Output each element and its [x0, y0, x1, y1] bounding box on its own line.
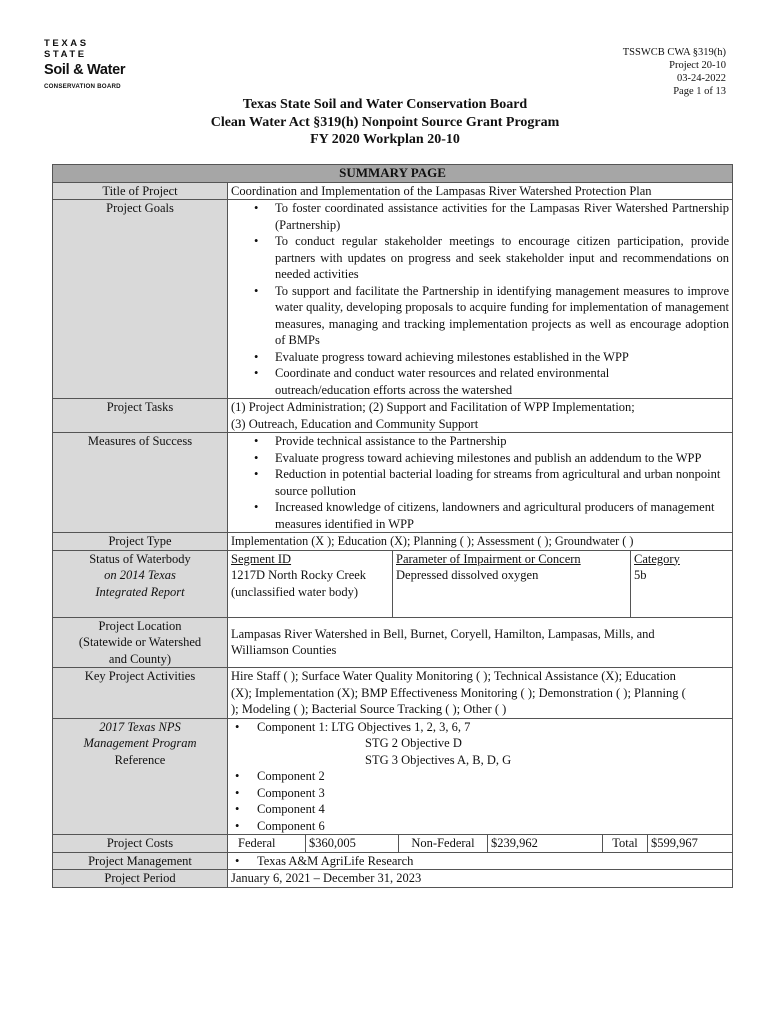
activities-value: Hire Staff ( ); Surface Water Quality Monitoring ( ); Technical Assistance (X); Education (X); Implementation (X); BMP Effectiveness Monitoring ( ); Demonstration ( ); Planning ( ); Modeling ( ); Bacterial Source Tracking ( ); Other ( ) [228, 668, 733, 719]
table-row [53, 668, 733, 719]
status-label-line: Status of Waterbody [89, 551, 191, 566]
status-label-line: on 2014 Texas [104, 568, 176, 582]
goals-label: Project Goals [53, 200, 228, 399]
table-row [53, 533, 733, 551]
total-label: Total [603, 835, 648, 852]
document-date: 03-24-2022 [677, 73, 726, 84]
table-row [53, 718, 733, 835]
logo-line-1: TEXAS STATE [44, 38, 89, 60]
goals-value [228, 200, 733, 399]
nps-label-line: Reference [114, 752, 166, 767]
list-item: • Evaluate progress toward achieving milestones and publish an addendum to the WPP [275, 450, 729, 467]
measures-value [228, 433, 733, 533]
list-item: • Evaluate progress toward achieving milestones established in the WPP [275, 349, 729, 366]
segment-value: 1217D North Rocky Creek (unclassified water body) [231, 568, 367, 599]
table-row [53, 550, 733, 617]
nps-label-line: 2017 Texas NPS [99, 719, 181, 734]
management-label: Project Management [53, 852, 228, 870]
logo-line-3: CONSERVATION BOARD [44, 83, 121, 90]
title-line-1: Texas State Soil and Water Conservation Board [242, 97, 528, 112]
tasks-value: (1) Project Administration; (2) Support and Facilitation of WPP Implementation; (3) Outreach, Education and Community Support [228, 399, 733, 433]
table-row [53, 835, 733, 853]
type-label: Project Type [53, 533, 228, 551]
document-reference [623, 46, 726, 98]
list-item: • To support and facilitate the Partnership in identifying management measures to improve water quality, developing proposals to acquire funding for implementation of management measures, managing and tracking implementation projects as well as encourage adoption of BMPs [275, 283, 729, 349]
list-item: • To foster coordinated assistance activities for the Lampasas River Watershed Partnership (Partnership) [275, 200, 729, 233]
list-item: • Reduction in potential bacterial loading for streams from agricultural and urban nonpoint source pollution [275, 466, 729, 499]
segment-header: Segment ID [231, 551, 292, 566]
nonfederal-amount: $239,962 [488, 835, 603, 852]
category-cell [631, 551, 733, 617]
tasks-label: Project Tasks [53, 399, 228, 433]
period-value: January 6, 2021 – December 31, 2023 [228, 870, 733, 888]
total-amount: $599,967 [648, 835, 733, 852]
waterbody-table [228, 551, 732, 617]
tsswcb-logo [44, 38, 136, 90]
reference-line: TSSWCB CWA §319(h) [622, 47, 726, 58]
list-item: • Increased knowledge of citizens, landowners and agricultural producers of management measures identified in WPP [275, 499, 729, 532]
goals-list [231, 200, 729, 398]
status-value [228, 550, 733, 617]
location-label: Project Location (Statewide or Watershed and County) [53, 617, 228, 668]
title-line-3: FY 2020 Workplan 20-10 [310, 132, 460, 147]
table-row [53, 870, 733, 888]
federal-amount: $360,005 [306, 835, 399, 852]
list-item: • Texas A&M AgriLife Research [257, 853, 729, 870]
parameter-value: Depressed dissolved oxygen [396, 568, 539, 582]
nps-value [228, 718, 733, 835]
status-label-line: Integrated Report [95, 584, 185, 599]
location-value: Lampasas River Watershed in Bell, Burnet, Coryell, Hamilton, Lampasas, Mills, and Williamson Counties [228, 617, 733, 668]
costs-value [228, 835, 733, 853]
list-item: • To conduct regular stakeholder meetings to encourage citizen participation, provide partners with updates on progress and seek stakeholder input and recommendations on needed activities [275, 233, 729, 283]
period-label: Project Period [53, 870, 228, 888]
list-item: • Component 3 [257, 785, 729, 802]
management-list [231, 853, 729, 870]
nonfederal-label: Non-Federal [399, 835, 488, 852]
title-line-2: Clean Water Act §319(h) Nonpoint Source Grant Program [210, 114, 560, 130]
list-item: • Component 6 [257, 818, 729, 835]
list-item [257, 719, 729, 769]
management-value [228, 852, 733, 870]
category-header: Category [634, 551, 680, 566]
nps-list [231, 719, 729, 835]
table-row [53, 182, 733, 200]
parameter-header: Parameter of Impairment or Concern [396, 551, 581, 566]
type-value: Implementation (X ); Education (X); Planning ( ); Assessment ( ); Groundwater ( ) [228, 533, 733, 551]
table-row [53, 852, 733, 870]
component-1: • Component 1: LTG Objectives 1, 2, 3, 6, 7 [257, 719, 471, 734]
costs-label: Project Costs [53, 835, 228, 853]
federal-label: Federal [238, 836, 276, 850]
measures-list [231, 433, 729, 532]
table-row [53, 433, 733, 533]
list-item: • Coordinate and conduct water resources and related environmental outreach/education efforts across the watershed [275, 365, 729, 398]
table-row [53, 399, 733, 433]
project-number: Project 20-10 [669, 60, 726, 71]
segment-cell [228, 551, 393, 617]
title-value: Coordination and Implementation of the Lampasas River Watershed Protection Plan [228, 182, 733, 200]
summary-table [52, 164, 733, 888]
summary-heading: SUMMARY PAGE [53, 165, 733, 183]
parameter-cell [393, 551, 631, 617]
page-number: Page 1 of 13 [673, 86, 726, 97]
table-row [53, 617, 733, 668]
category-value: 5b [634, 568, 647, 582]
logo-line-2: Soil & Water [44, 62, 126, 78]
measures-label: Measures of Success [53, 433, 228, 533]
table-row [53, 200, 733, 399]
title-label: Title of Project [53, 182, 228, 200]
document-title [0, 96, 770, 149]
nps-label-line: Management Program [83, 736, 197, 750]
activities-label: Key Project Activities [53, 668, 228, 719]
status-label [53, 550, 228, 617]
stg-3: STG 3 Objectives A, B, D, G [365, 752, 512, 767]
costs-table [228, 835, 732, 852]
list-item: • Component 4 [257, 801, 729, 818]
nps-label [53, 718, 228, 835]
stg-2: STG 2 Objective D [365, 736, 462, 750]
list-item: • Component 2 [257, 768, 729, 785]
list-item: • Provide technical assistance to the Partnership [275, 433, 729, 450]
